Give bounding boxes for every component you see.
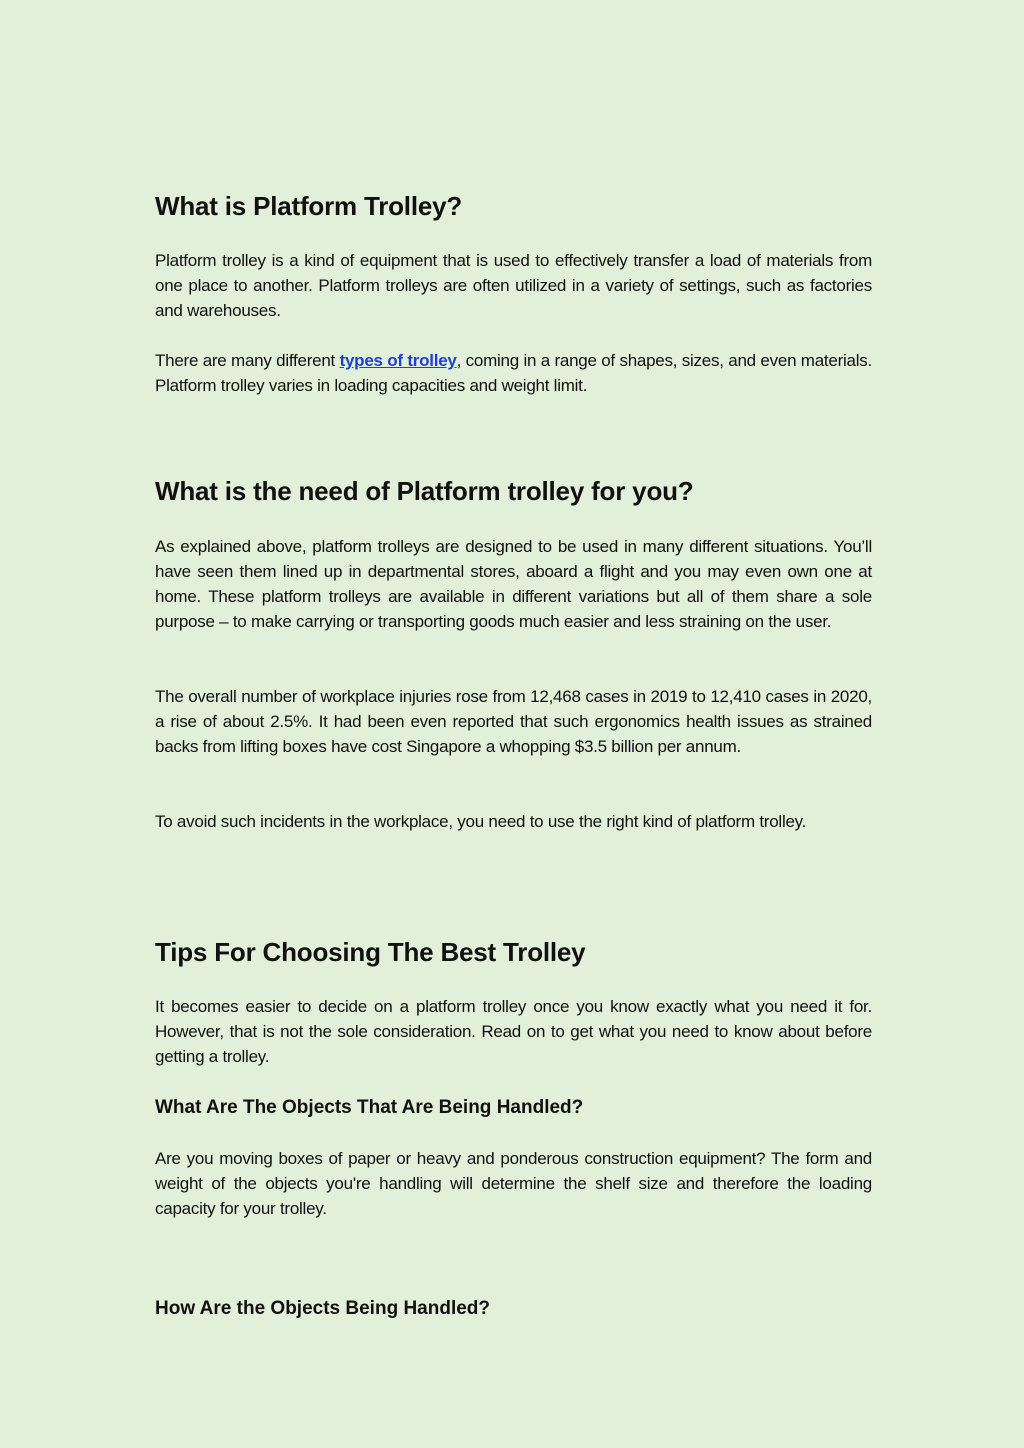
- paragraph-uses: As explained above, platform trolleys are designed to be used in many different situations. You’ll have seen them lined up in departmental stores, aboard a flight and you may even own one at home. These platform trolleys are available in different variations but all of them share a sole purpose – to make carrying or transporting goods much easier and less straining on the user.: [155, 537, 872, 631]
- heading-need-of-platform-trolley: What is the need of Platform trolley for you?: [155, 476, 694, 506]
- subheading-objects-handled: What Are The Objects That Are Being Handled?: [155, 1097, 584, 1118]
- paragraph-injury-stats: The overall number of workplace injuries rose from 12,468 cases in 2019 to 12,410 cases in 2020, a rise of about 2.5%. It had been even reported that such ergonomics health issues as strained backs from lifting boxes have cost Singapore a whopping $3.5 billion per annum.: [155, 687, 872, 756]
- paragraph-tips-intro: It becomes easier to decide on a platform trolley once you know exactly what you need it for. However, that is not the sole consideration. Read on to get what you need to know about before getting a trolley.: [155, 997, 872, 1066]
- paragraph-types-text-before: There are many different: [155, 351, 340, 370]
- paragraph-avoid-incidents: To avoid such incidents in the workplace, you need to use the right kind of platform trolley.: [155, 812, 807, 831]
- paragraph-types: [155, 348, 872, 398]
- paragraph-definition: Platform trolley is a kind of equipment that is used to effectively transfer a load of materials from one place to another. Platform trolleys are often utilized in a variety of settings, such as factories and warehouses.: [155, 251, 872, 320]
- paragraph-types-text-after: , coming in a range of shapes, sizes, and even materials. Platform trolley varies in loading capacities and weight limit.: [155, 351, 872, 395]
- types-of-trolley-link[interactable]: types of trolley: [339, 351, 457, 370]
- heading-what-is-platform-trolley: What is Platform Trolley?: [155, 191, 463, 221]
- subheading-how-objects-handled: How Are the Objects Being Handled?: [155, 1298, 491, 1319]
- heading-tips-choosing-trolley: Tips For Choosing The Best Trolley: [155, 937, 586, 967]
- paragraph-objects-handled: Are you moving boxes of paper or heavy and ponderous construction equipment? The form and weight of the objects you're handling will determine the shelf size and therefore the loading capacity for your trolley.: [155, 1149, 872, 1218]
